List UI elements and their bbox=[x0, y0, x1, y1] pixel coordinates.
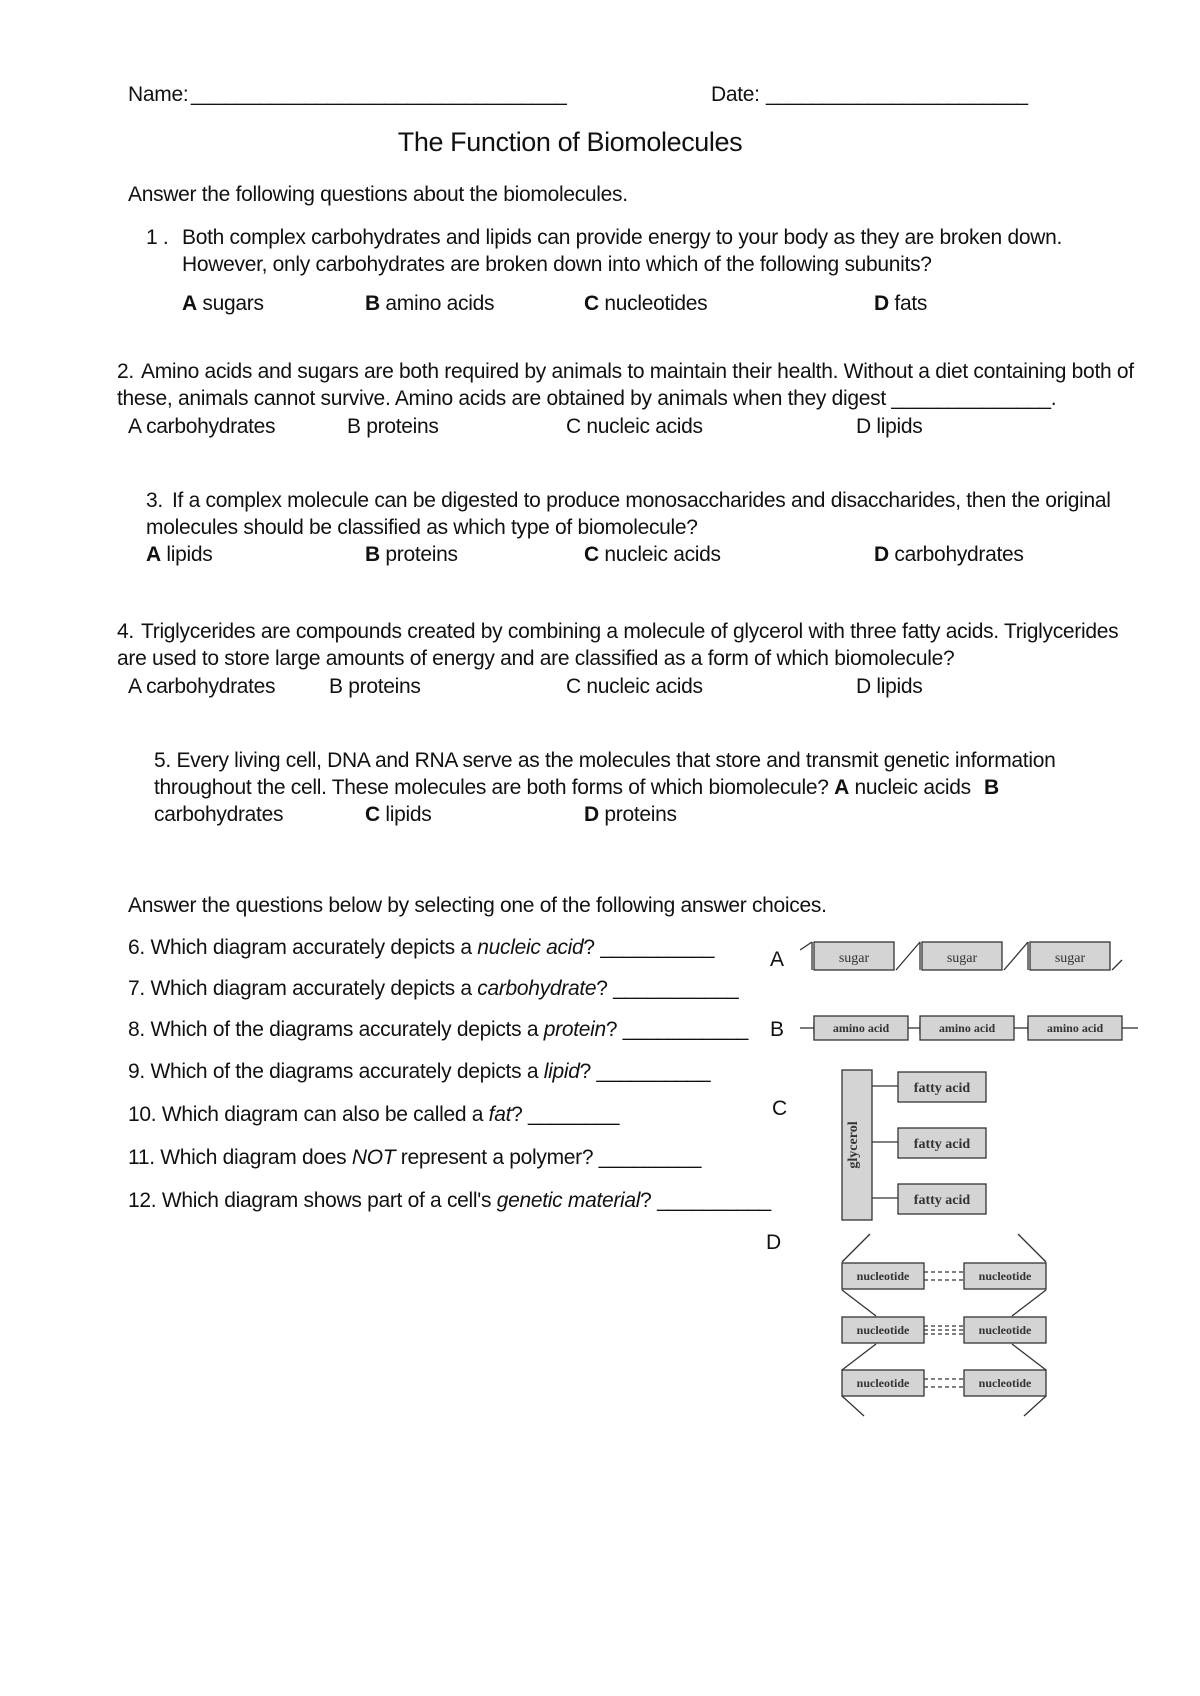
answer-blank[interactable]: ? __________ bbox=[640, 1189, 771, 1212]
nucleotide-label: nucleotide bbox=[978, 1323, 1032, 1337]
choice-b-letter[interactable]: B bbox=[984, 776, 999, 799]
answer-blank[interactable]: represent a polymer? _________ bbox=[395, 1146, 702, 1169]
question-text-line: If a complex molecule can be digested to produce monosaccharides and disaccharides, then the original bbox=[172, 489, 1111, 512]
nucleotide-label: nucleotide bbox=[856, 1269, 910, 1283]
choice-b[interactable]: carbohydrates bbox=[154, 803, 284, 826]
question-number: 3. bbox=[146, 489, 163, 512]
question-number: 4. bbox=[117, 620, 134, 643]
choice-b[interactable]: B amino acids bbox=[365, 292, 495, 315]
question-7: 7. Which diagram accurately depicts a carbohydrate? ___________ bbox=[128, 977, 739, 1000]
question-text-line: molecules should be classified as which type of biomolecule? bbox=[146, 516, 698, 539]
choice-c[interactable]: C lipids bbox=[365, 803, 432, 826]
choice-d[interactable]: D proteins bbox=[584, 803, 677, 826]
diagram-b-label: B bbox=[770, 1018, 785, 1041]
amino-acid-unit-label: amino acid bbox=[1046, 1021, 1104, 1035]
nucleotide-label: nucleotide bbox=[856, 1376, 910, 1390]
diagram-b-amino-acid-chain bbox=[800, 1008, 1140, 1048]
answer-blank[interactable]: ? ___________ bbox=[596, 977, 739, 1000]
answer-blank[interactable]: ? ___________ bbox=[605, 1018, 748, 1041]
question-number: 2. bbox=[117, 360, 134, 383]
question-9: 9. Which of the diagrams accurately depicts a lipid? __________ bbox=[128, 1060, 711, 1083]
question-text-line: these, animals cannot survive. Amino acids are obtained by animals when they digest ______________. bbox=[117, 387, 1057, 410]
choice-c[interactable]: C nucleotides bbox=[584, 292, 708, 315]
answer-blank[interactable]: ? __________ bbox=[579, 1060, 711, 1083]
amino-acid-unit-label: amino acid bbox=[832, 1021, 890, 1035]
question-text-line: Amino acids and sugars are both required by animals to maintain their health. Without a diet containing both of bbox=[141, 360, 1134, 383]
diagram-a-sugar-chain bbox=[800, 936, 1130, 976]
question-text-line: 5. Every living cell, DNA and RNA serve as the molecules that store and transmit genetic information bbox=[154, 749, 1056, 772]
fatty-acid-label: fatty acid bbox=[913, 1193, 971, 1208]
amino-acid-unit-label: amino acid bbox=[938, 1021, 996, 1035]
fatty-acid-label: fatty acid bbox=[913, 1137, 971, 1152]
nucleotide-label: nucleotide bbox=[978, 1269, 1032, 1283]
question-text-line: Triglycerides are compounds created by combining a molecule of glycerol with three fatty acids. Triglycerides bbox=[141, 620, 1119, 643]
choice-c[interactable]: C nucleic acids bbox=[584, 543, 721, 566]
diagram-c-triglyceride bbox=[840, 1068, 1000, 1224]
question-text-line: Both complex carbohydrates and lipids can provide energy to your body as they are broken down. bbox=[182, 226, 1062, 249]
choice-c[interactable]: C nucleic acids bbox=[566, 415, 703, 438]
choice-a[interactable]: A nucleic acids bbox=[834, 776, 971, 799]
date-label: Date: bbox=[711, 83, 760, 106]
answer-blank[interactable]: ? ________ bbox=[511, 1103, 620, 1126]
section2-instructions: Answer the questions below by selecting one of the following answer choices. bbox=[128, 894, 827, 917]
question-10: 10. Which diagram can also be called a fat? ________ bbox=[128, 1103, 620, 1126]
page-title: The Function of Biomolecules bbox=[397, 127, 743, 157]
choice-a[interactable]: A carbohydrates bbox=[128, 415, 276, 438]
choice-c[interactable]: C nucleic acids bbox=[566, 675, 703, 698]
question-text-line: are used to store large amounts of energy and are classified as a form of which biomolecule? bbox=[117, 647, 955, 670]
name-blank[interactable]: _________________________________ bbox=[191, 83, 567, 106]
section1-instructions: Answer the following questions about the biomolecules. bbox=[128, 183, 628, 206]
choice-b[interactable]: B proteins bbox=[365, 543, 458, 566]
nucleotide-label: nucleotide bbox=[856, 1323, 910, 1337]
question-text-line: throughout the cell. These molecules are both forms of which biomolecule? A nucleic acids bbox=[154, 776, 971, 799]
sugar-unit-label: sugar bbox=[1054, 951, 1086, 966]
answer-blank[interactable]: ? __________ bbox=[583, 936, 715, 959]
choice-d[interactable]: D lipids bbox=[856, 675, 923, 698]
name-label: Name: bbox=[128, 83, 189, 106]
sugar-unit-label: sugar bbox=[946, 951, 978, 966]
question-12: 12. Which diagram shows part of a cell's genetic material? __________ bbox=[128, 1189, 771, 1212]
choice-b[interactable]: B proteins bbox=[347, 415, 439, 438]
choice-a[interactable]: A lipids bbox=[146, 543, 213, 566]
nucleotide-label: nucleotide bbox=[978, 1376, 1032, 1390]
choice-d[interactable]: D fats bbox=[874, 292, 928, 315]
question-11: 11. Which diagram does NOT represent a polymer? _________ bbox=[128, 1146, 702, 1169]
question-8: 8. Which of the diagrams accurately depicts a protein? ___________ bbox=[128, 1018, 748, 1041]
choice-a[interactable]: A carbohydrates bbox=[128, 675, 276, 698]
choice-b[interactable]: B proteins bbox=[329, 675, 421, 698]
diagram-d-nucleotide-strands bbox=[840, 1230, 1050, 1420]
diagram-a-label: A bbox=[770, 948, 785, 971]
sugar-unit-label: sugar bbox=[838, 951, 870, 966]
glycerol-label: glycerol bbox=[846, 1121, 861, 1169]
choice-d[interactable]: D carbohydrates bbox=[874, 543, 1024, 566]
question-6: 6. Which diagram accurately depicts a nucleic acid? __________ bbox=[128, 936, 715, 959]
diagram-d-label: D bbox=[766, 1231, 782, 1254]
choice-d[interactable]: D lipids bbox=[856, 415, 923, 438]
question-text-line: However, only carbohydrates are broken down into which of the following subunits? bbox=[182, 253, 932, 276]
fatty-acid-label: fatty acid bbox=[913, 1081, 971, 1096]
choice-a[interactable]: A sugars bbox=[182, 292, 264, 315]
diagram-c-label: C bbox=[772, 1097, 788, 1120]
date-blank[interactable]: _______________________ bbox=[766, 83, 1028, 106]
question-number: 1 . bbox=[146, 226, 169, 249]
